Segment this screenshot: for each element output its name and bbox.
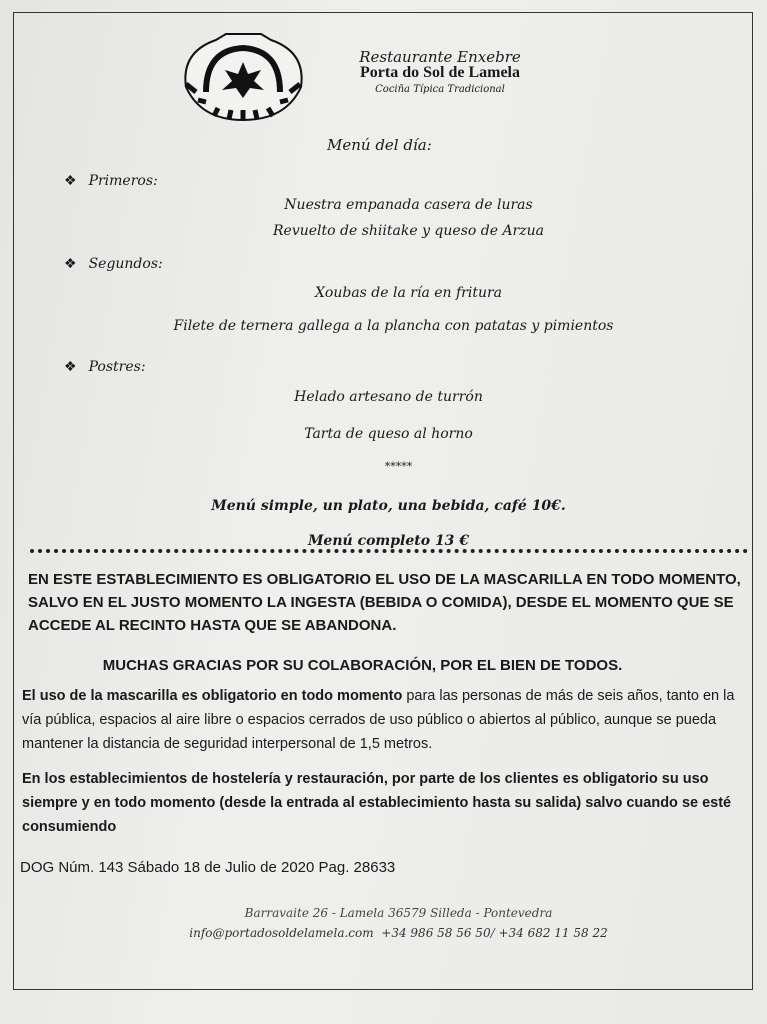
section-label: Segundos:	[88, 256, 163, 272]
phone-separator: /	[490, 926, 499, 940]
phone-link-1[interactable]: +34 986 58 56 50	[381, 926, 491, 940]
phone-link-2[interactable]: +34 682 11 58 22	[498, 926, 608, 940]
restaurant-name: Porta do Sol de Lamela	[360, 64, 520, 81]
mask-paragraph	[22, 684, 752, 756]
section-postres	[64, 359, 146, 375]
menu-item: Tarta de queso al horno	[304, 426, 473, 442]
mask-rule: EN ESTE ESTABLECIMIENTO ES OBLIGATORIO EL USO DE LA MASCARILLA EN TODO MOMENTO, SALVO EN EL JUSTO MOMENTO LA INGESTA (BEBIDA O COMIDA), DESDE EL MOMENTO QUE SE ACCEDE AL RECINTO HASTA QUE SE ABANDONA.	[28, 571, 741, 634]
restaurant-type: Restaurante Enxebre	[359, 48, 521, 66]
menu-complete: Menú completo 13 €	[307, 533, 470, 549]
menu-item: Helado artesano de turrón	[294, 389, 483, 405]
section-primeros	[64, 173, 158, 189]
diamond-bullet-icon: ❖	[64, 359, 77, 375]
restaurant-tagline: Cociña Típica Tradicional	[375, 84, 505, 95]
section-label: Postres:	[88, 359, 146, 375]
source-reference: DOG Núm. 143 Sábado 18 de Julio de 2020 Pag. 28633	[20, 859, 396, 876]
menu-item: Nuestra empanada casera de luras	[284, 197, 533, 213]
hostelry-paragraph: En los establecimientos de hostelería y restauración, por parte de los clientes es obligatorio su uso siempre y en todo momento (desde la entrada al establecimiento hasta su salida) salvo cuando se esté consumiendo	[22, 771, 732, 835]
section-label: Primeros:	[88, 173, 158, 189]
diamond-bullet-icon: ❖	[64, 256, 77, 272]
dotted-divider	[30, 549, 748, 553]
menu-item: Filete de ternera gallega a la plancha con patatas y pimientos	[173, 318, 614, 334]
contact-line	[15, 926, 767, 940]
diamond-bullet-icon: ❖	[64, 173, 77, 189]
mask-paragraph-bold: El uso de la mascarilla es obligatorio en todo momento	[22, 688, 403, 704]
menu-item: Revuelto de shiitake y queso de Arzua	[273, 223, 544, 239]
menu-simple: Menú simple, un plato, una bebida, café 10€.	[211, 498, 566, 514]
menu-title: Menú del día:	[327, 136, 432, 154]
email-link[interactable]: info@portadosoldelamela.com	[189, 926, 374, 940]
section-segundos	[64, 256, 163, 272]
separator: *****	[384, 460, 413, 473]
thanks-note: MUCHAS GRACIAS POR SU COLABORACIÓN, POR EL BIEN DE TODOS.	[102, 657, 623, 674]
menu-item: Xoubas de la ría en fritura	[314, 285, 503, 301]
address: Barravaite 26 - Lamela 36579 Silleda - Pontevedra	[244, 906, 553, 920]
scallop-logo	[176, 32, 311, 122]
mask-paragraph-rest: para las personas de más de seis años, tanto en la vía pública, espacios al aire libre o espacios cerrados de uso público o abiertos al público, aunque se pueda mantener la distancia de seguridad interpersonal de 1,5 metros.	[22, 688, 735, 752]
